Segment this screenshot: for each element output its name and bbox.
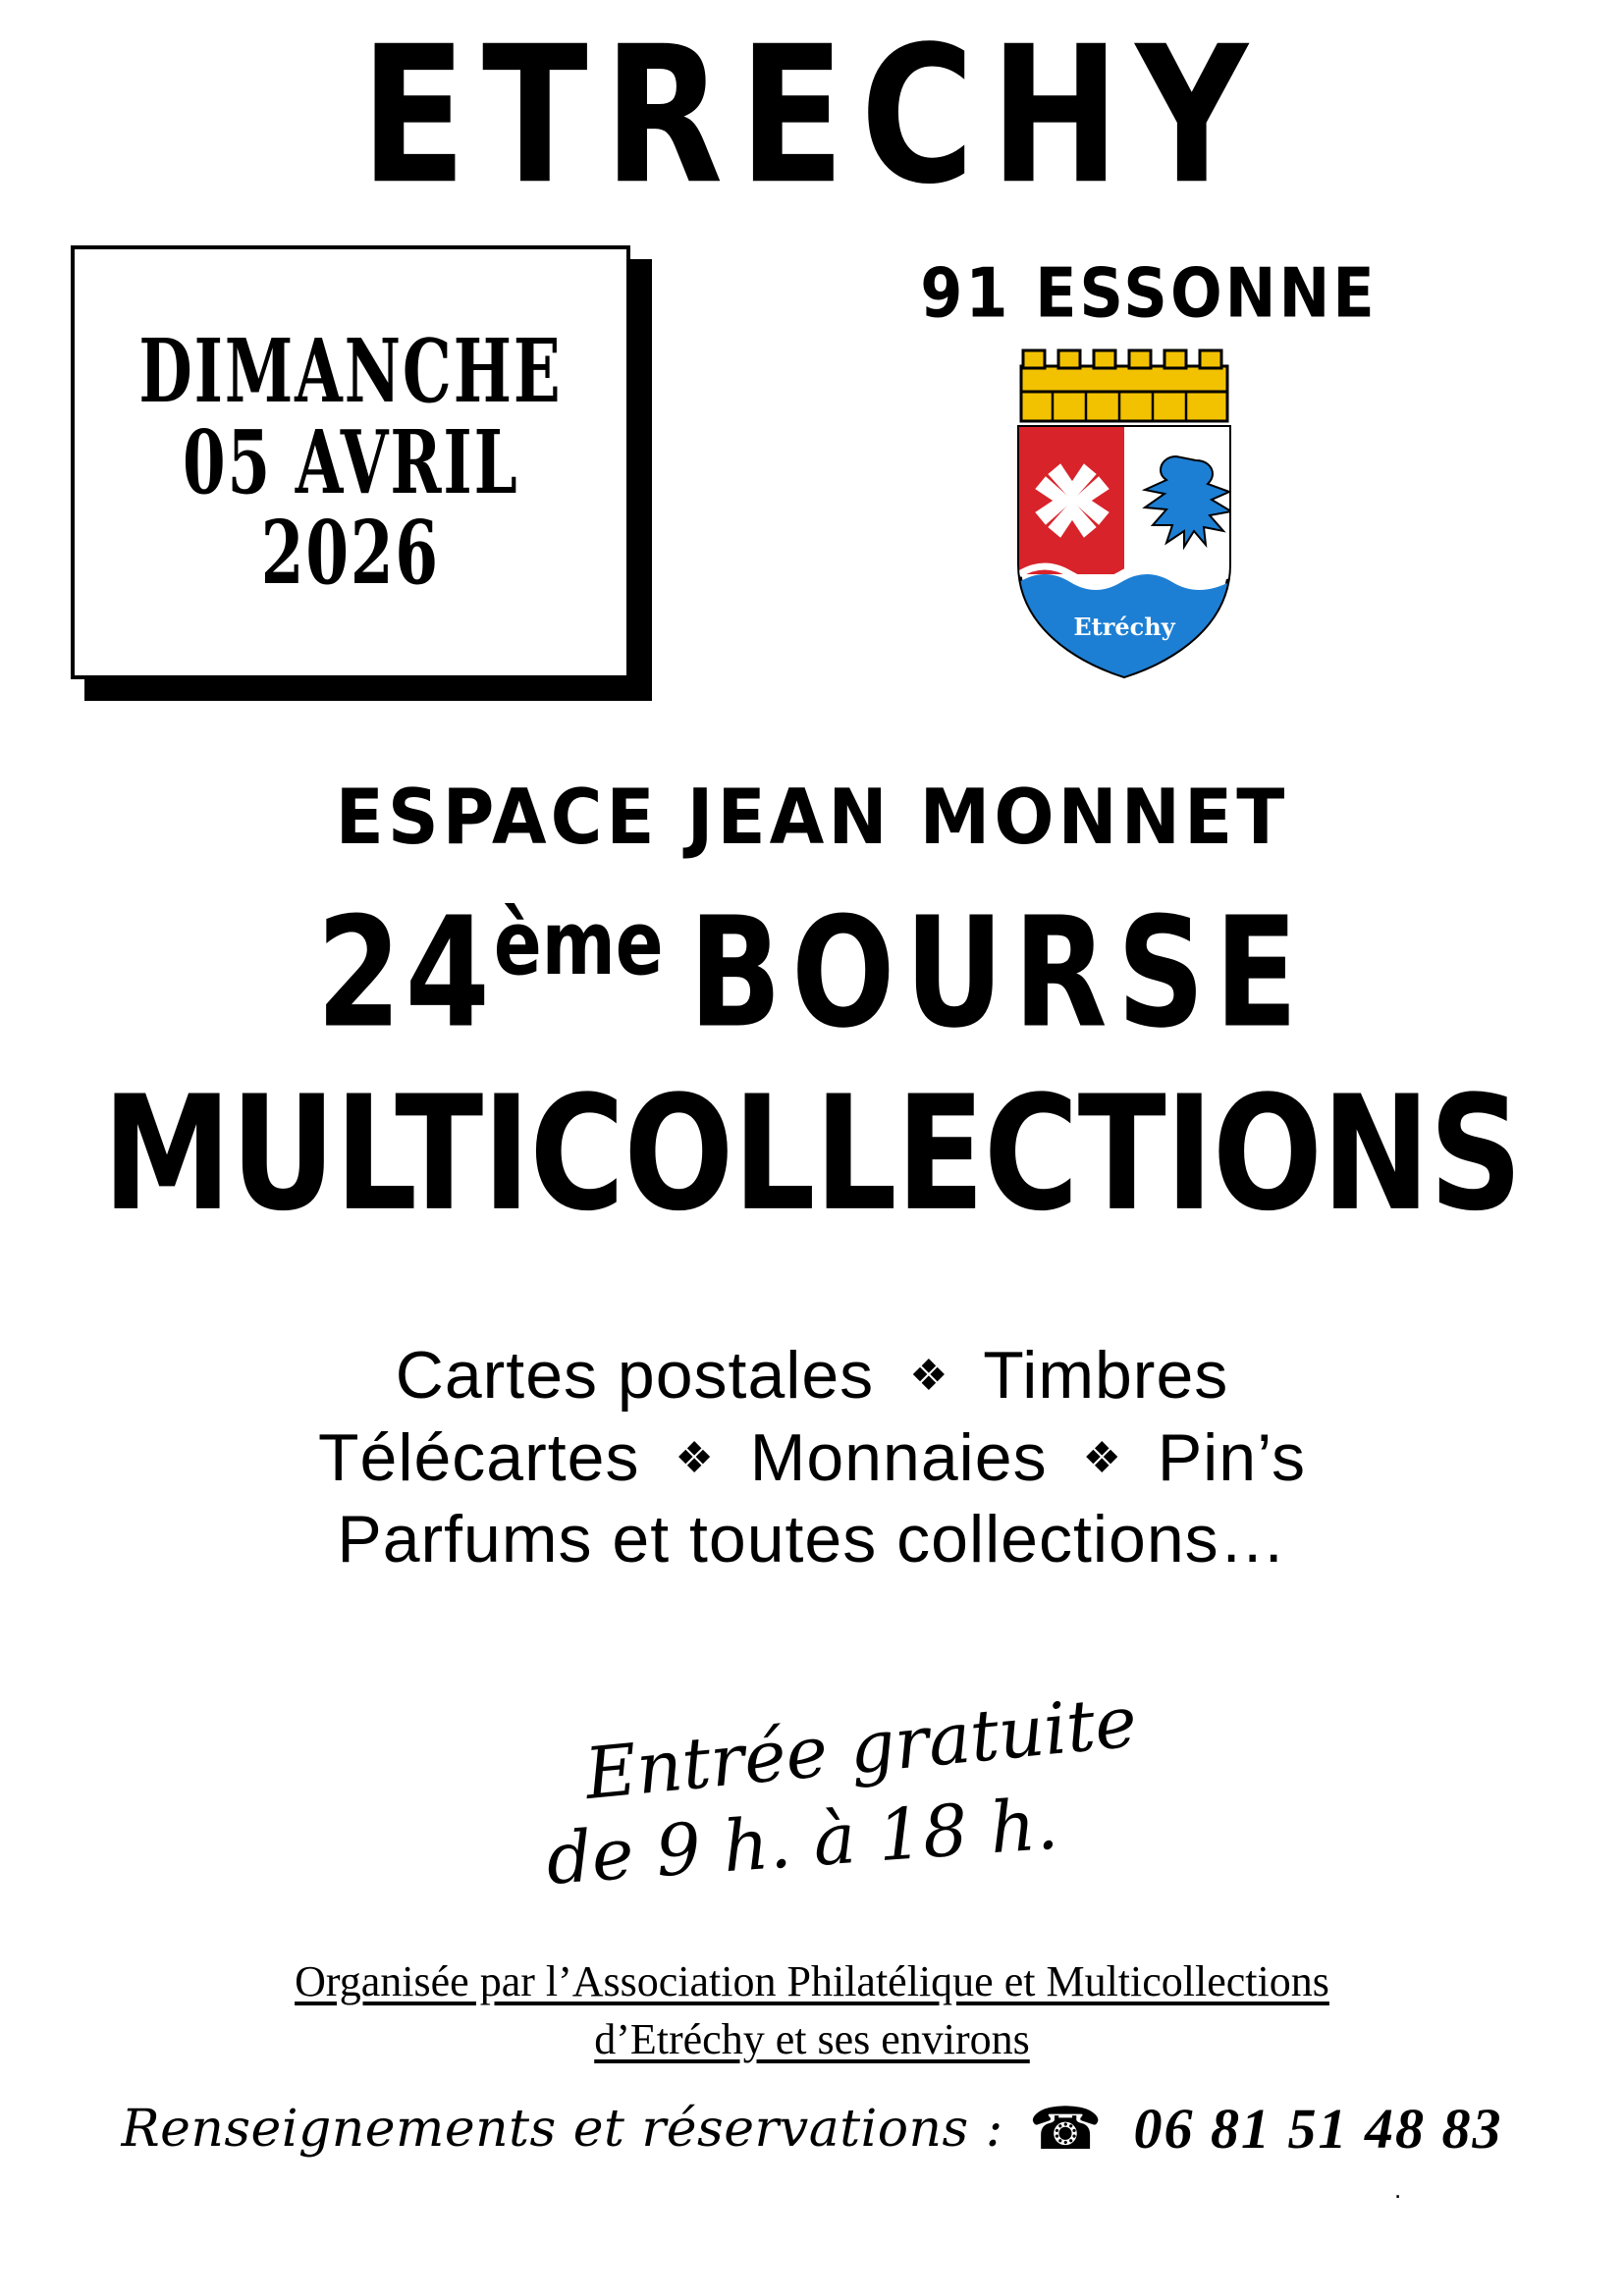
organiser-line-2: d’Etréchy et ses environs [594, 2014, 1030, 2063]
edition-number: 24 [316, 885, 494, 1062]
categories-row-3: Parfums et toutes collections… [337, 1502, 1287, 1577]
admission-note [0, 1680, 1624, 1900]
date-box-frame [71, 245, 630, 679]
event-headline-line2: MULTICOLLECTIONS [102, 1062, 1522, 1247]
venue-name: ESPACE JEAN MONNET [335, 772, 1289, 862]
date-day-month: 05 AVRIL [182, 409, 519, 514]
phone-number: 06 81 51 48 83 [1133, 2097, 1503, 2161]
admission-hours-text: de 9 h. à 18 h. [543, 1782, 1061, 1900]
category-monnaies: Monnaies [749, 1419, 1048, 1495]
category-telecartes: Télécartes [317, 1419, 640, 1495]
date-box [71, 245, 660, 707]
contact-label: Renseignements et réservations : [121, 2099, 1003, 2159]
date-year: 2026 [260, 501, 441, 605]
organiser-info [0, 1953, 1624, 2068]
organiser-line-1: Organisée par l’Association Philatélique et Multicollections [295, 1957, 1329, 2005]
category-pins: Pin’s [1157, 1419, 1306, 1495]
crest-motto: Etréchy [1073, 613, 1175, 641]
headline-word-bourse: BOURSE [688, 885, 1308, 1062]
coat-of-arms-icon [992, 348, 1257, 682]
categories-row-2 [0, 1417, 1624, 1500]
event-headline-line1 [0, 885, 1624, 1062]
page-title: ETRECHY [360, 6, 1264, 227]
contact-row [0, 2096, 1624, 2162]
edition-suffix: ème [493, 891, 664, 995]
phone-icon: ☎ [1028, 2095, 1103, 2162]
diamond-separator-icon: ❖ [675, 1433, 715, 1482]
diamond-separator-icon: ❖ [909, 1352, 949, 1400]
department-label: 91 ESSONNE [920, 252, 1378, 334]
diamond-separator-icon: ❖ [1082, 1433, 1122, 1482]
categories-list [0, 1335, 1624, 1581]
category-cartes-postales: Cartes postales [395, 1338, 875, 1413]
categories-row-1 [0, 1335, 1624, 1417]
footer-dot: . [1394, 2174, 1402, 2204]
category-timbres: Timbres [983, 1338, 1229, 1413]
date-weekday: DIMANCHE [138, 319, 563, 423]
admission-free-text: Entrée gratuite [581, 1680, 1141, 1816]
